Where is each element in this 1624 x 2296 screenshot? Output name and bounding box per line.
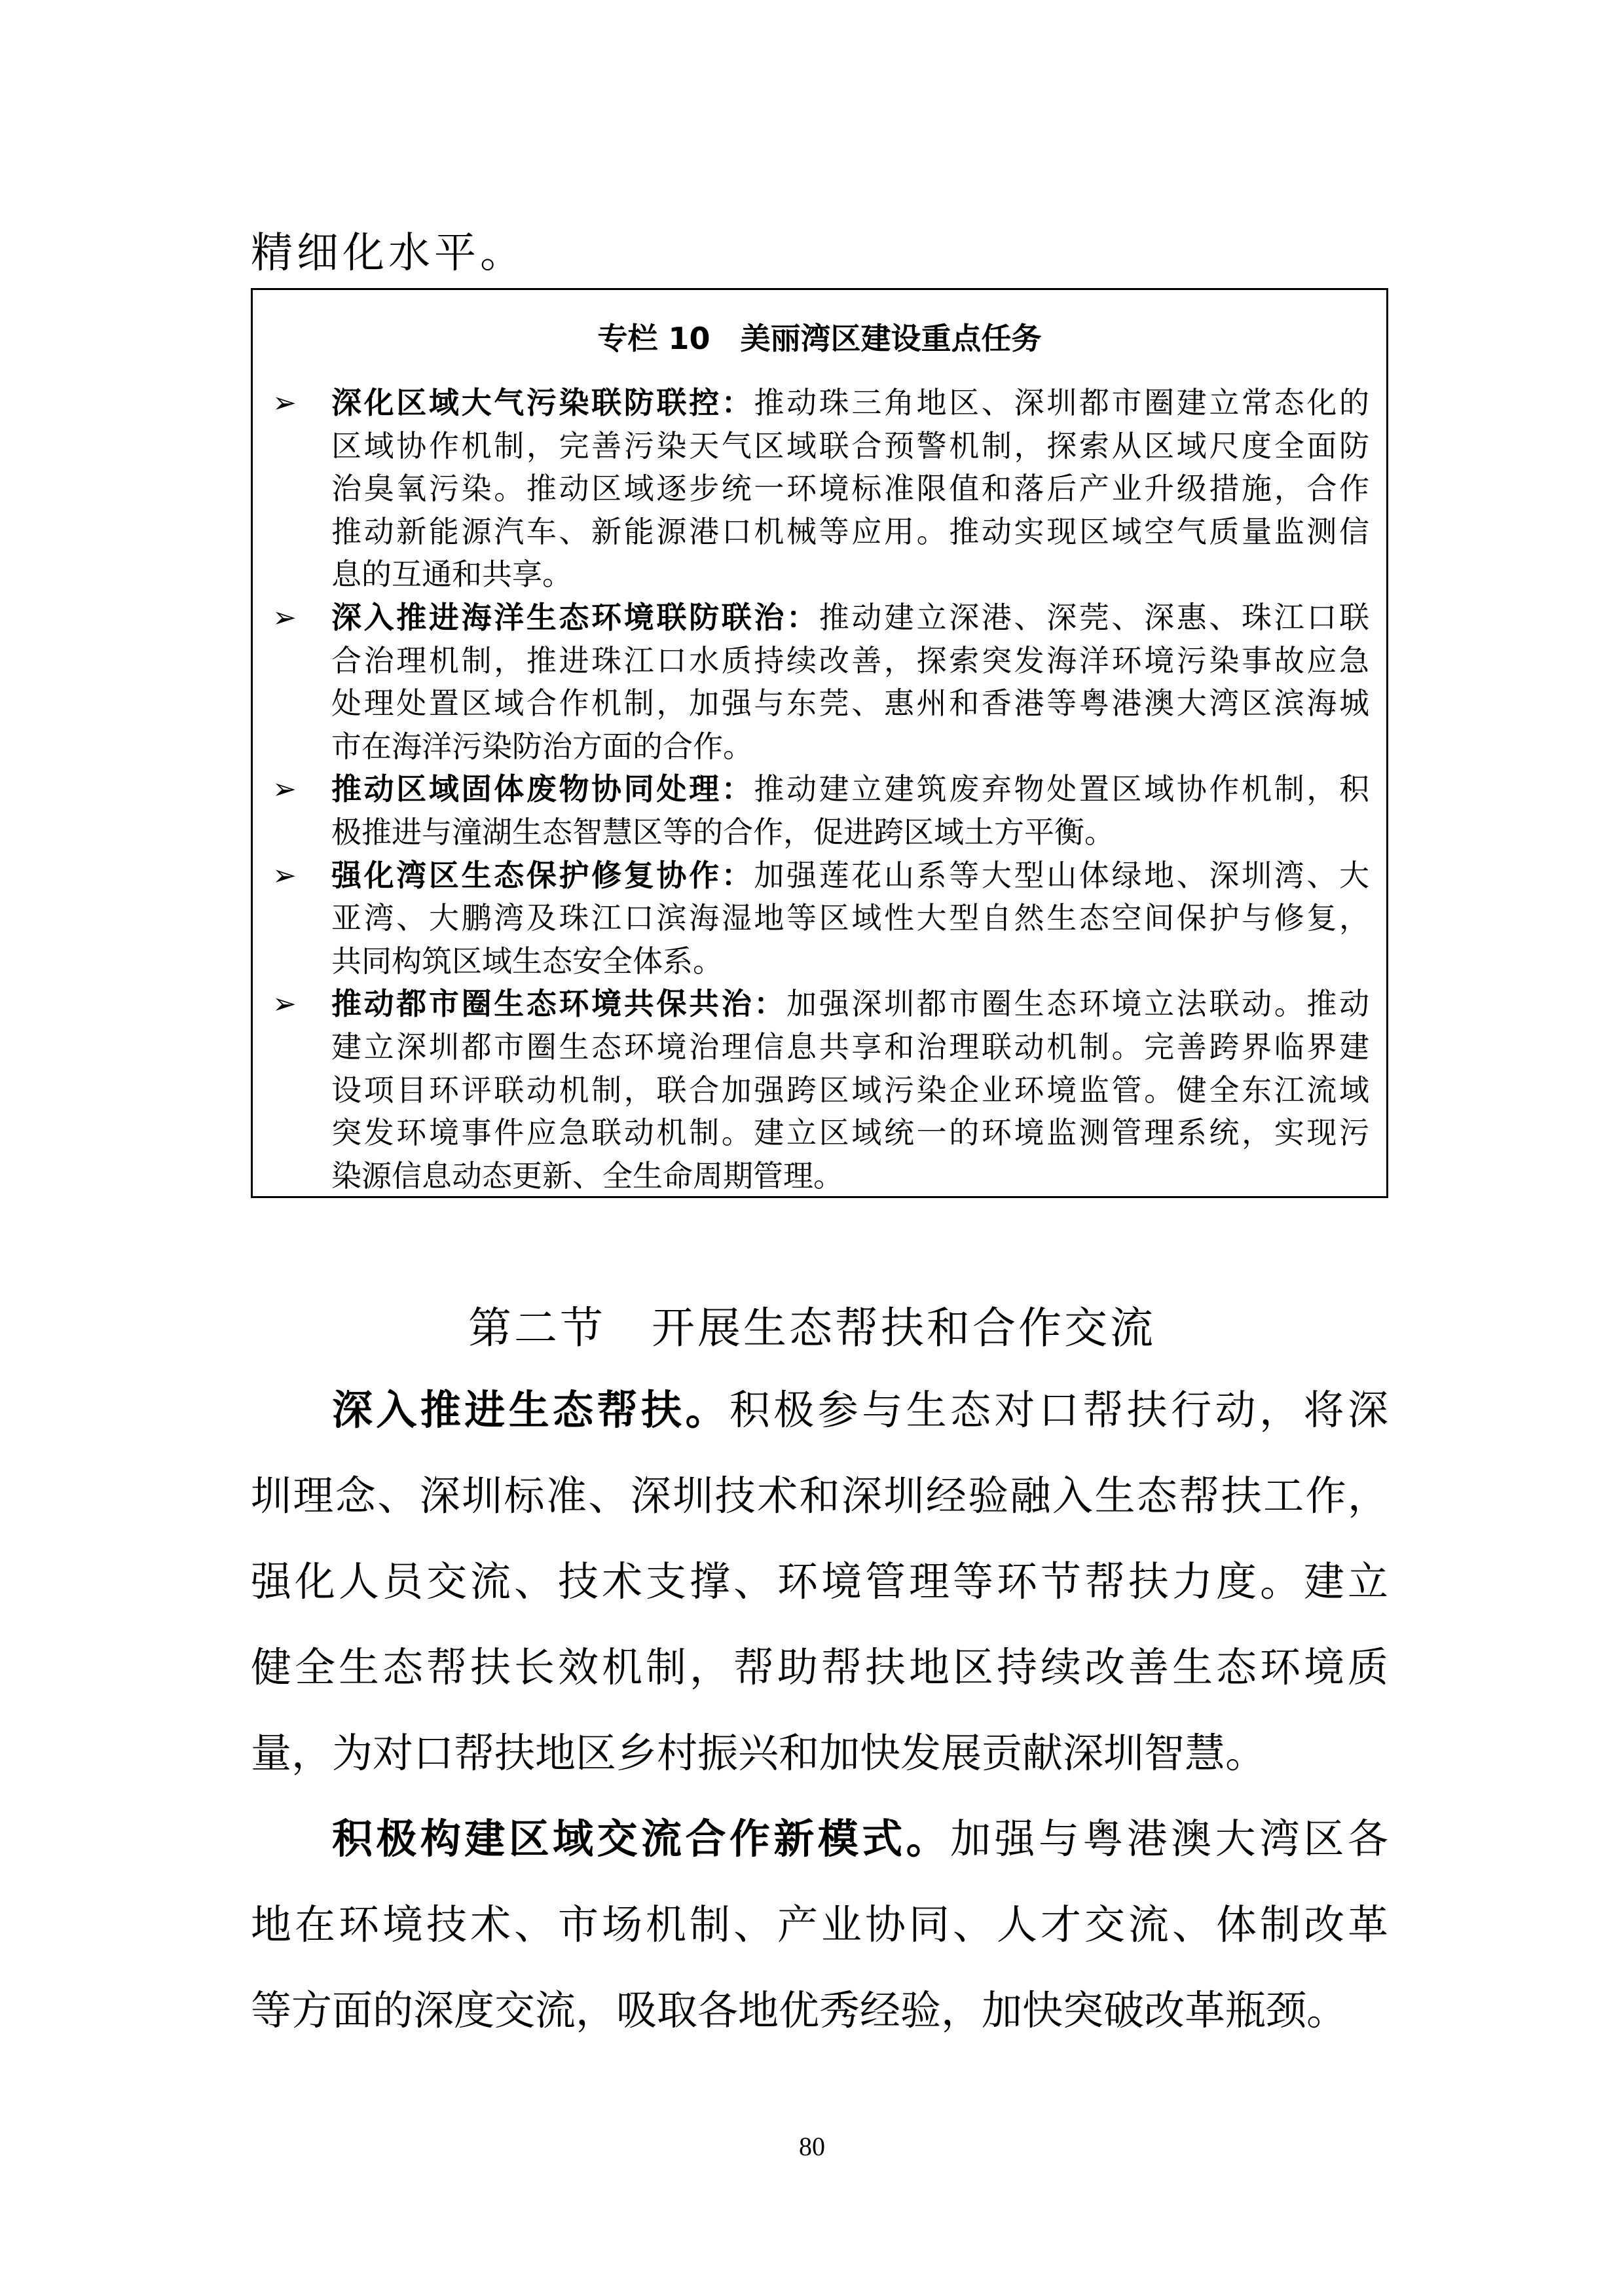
paragraph-line bbox=[251, 1539, 1388, 1624]
box-item-text: 加强莲花山系等大型山体绿地、深圳湾、大 bbox=[754, 857, 1370, 893]
arrow-bullet-icon: ➢ bbox=[272, 773, 297, 807]
box-item bbox=[272, 596, 1369, 768]
arrow-bullet-icon: ➢ bbox=[272, 858, 297, 892]
box-item-text: 推动珠三角地区、深圳都市圈建立常态化的 bbox=[754, 385, 1370, 420]
lead-text: 精细化水平。 bbox=[251, 229, 526, 278]
paragraph-line bbox=[251, 1796, 1388, 1882]
box-item-line bbox=[331, 553, 1369, 596]
box-item-line bbox=[331, 382, 1369, 425]
box-item bbox=[272, 768, 1369, 854]
box-item-text: 推动建立建筑废弃物处置区域协作机制，积 bbox=[754, 771, 1370, 807]
box-item-text: 合治理机制，推进珠江口水质持续改善，探索突发海洋环境污染事故应急 bbox=[331, 642, 1369, 678]
arrow-bullet-icon: ➢ bbox=[272, 386, 297, 420]
box-item-text: 染源信息动态更新、全生命周期管理。 bbox=[331, 1157, 843, 1194]
box-item-title: 深化区域大气污染联防联控： bbox=[331, 385, 754, 420]
box-item-title: 推动都市圈生态环境共保共治： bbox=[331, 986, 787, 1022]
box-item-text: 处理处置区域合作机制，加强与东莞、惠州和香港等粤港澳大湾区滨海城 bbox=[331, 685, 1369, 721]
paragraph-line bbox=[251, 1367, 1388, 1453]
box-item-text: 治臭氧污染。推动区域逐步统一环境标准限值和落后产业升级措施，合作 bbox=[331, 471, 1369, 507]
box-item-line bbox=[331, 725, 1369, 769]
box-item-text: 市在海洋污染防治方面的合作。 bbox=[331, 728, 753, 764]
box-item-text: 共同构筑区域生态安全体系。 bbox=[331, 943, 723, 979]
arrow-bullet-icon: ➢ bbox=[272, 987, 297, 1021]
paragraph-eco-assistance bbox=[251, 1367, 1388, 1796]
box-item-line bbox=[331, 768, 1369, 811]
feature-box bbox=[251, 288, 1388, 1198]
paragraph-text: 圳理念、深圳标准、深圳技术和深圳经验融入生态帮扶工作， bbox=[251, 1472, 1388, 1520]
box-item-title: 深入推进海洋生态环境联防联治： bbox=[331, 599, 819, 635]
paragraph-text: 加强与粤港澳大湾区各 bbox=[950, 1815, 1388, 1863]
paragraph-line bbox=[251, 1882, 1388, 1967]
box-item-line bbox=[331, 811, 1369, 854]
box-item-line bbox=[331, 511, 1369, 554]
box-title: 专栏 10 美丽湾区建设重点任务 bbox=[597, 321, 1042, 356]
paragraph-text: 积极参与生态对口帮扶行动，将深 bbox=[729, 1386, 1388, 1434]
box-item-text: 建立深圳都市圈生态环境治理信息共享和治理联动机制。完善跨界临界建 bbox=[331, 1029, 1369, 1065]
box-item-line bbox=[331, 596, 1369, 640]
box-item-title: 强化湾区生态保护修复协作： bbox=[331, 857, 754, 893]
box-item-text: 亚湾、大鹏湾及珠江口滨海湿地等区域性大型自然生态空间保护与修复， bbox=[331, 900, 1369, 936]
box-item-text: 推动新能源汽车、新能源港口机械等应用。推动实现区域空气质量监测信 bbox=[331, 513, 1369, 549]
box-item-text: 推动建立深港、深莞、深惠、珠江口联 bbox=[819, 599, 1370, 635]
box-items bbox=[272, 382, 1369, 1197]
section-title: 第二节 开展生态帮扶和合作交流 bbox=[468, 1303, 1156, 1353]
page-number: 80 bbox=[799, 2132, 825, 2161]
paragraph-title: 积极构建区域交流合作新模式。 bbox=[332, 1815, 951, 1863]
box-item-line bbox=[331, 640, 1369, 683]
box-item-line bbox=[331, 1026, 1369, 1069]
box-item-text: 极推进与潼湖生态智慧区等的合作，促进跨区域土方平衡。 bbox=[331, 814, 1115, 850]
box-item-line bbox=[331, 1112, 1369, 1155]
box-item-line bbox=[331, 1155, 1369, 1198]
box-item-line bbox=[331, 425, 1369, 468]
paragraph-line bbox=[251, 1710, 1388, 1796]
box-item-text: 息的互通和共享。 bbox=[331, 556, 572, 592]
box-item-text: 区域协作机制，完善污染天气区域联合预警机制，探索从区域尺度全面防 bbox=[331, 428, 1369, 464]
box-item-line bbox=[331, 940, 1369, 983]
box-item-line bbox=[331, 854, 1369, 898]
box-item-line bbox=[331, 467, 1369, 511]
box-item-line bbox=[331, 1069, 1369, 1112]
box-item-text: 突发环境事件应急联动机制。建立区域统一的环境监测管理系统，实现污 bbox=[331, 1115, 1369, 1151]
box-item-line bbox=[331, 897, 1369, 940]
box-item-title: 推动区域固体废物协同处理： bbox=[331, 771, 754, 807]
box-item-text: 加强深圳都市圈生态环境立法联动。推动 bbox=[786, 986, 1370, 1022]
box-item-line bbox=[331, 682, 1369, 725]
box-item bbox=[272, 983, 1369, 1197]
paragraph-line bbox=[251, 1967, 1388, 2053]
box-item-line bbox=[331, 983, 1369, 1026]
paragraph-text: 健全生态帮扶长效机制，帮助帮扶地区持续改善生态环境质 bbox=[251, 1643, 1388, 1691]
paragraph-line bbox=[251, 1453, 1388, 1539]
paragraph-title: 深入推进生态帮扶。 bbox=[332, 1386, 729, 1434]
paragraph-text: 地在环境技术、市场机制、产业协同、人才交流、体制改革 bbox=[251, 1901, 1388, 1948]
paragraph-text: 量，为对口帮扶地区乡村振兴和加快发展贡献深圳智慧。 bbox=[251, 1729, 1266, 1777]
box-item-text: 设项目环评联动机制，联合加强跨区域污染企业环境监管。健全东江流域 bbox=[331, 1072, 1369, 1108]
box-item bbox=[272, 854, 1369, 983]
box-item bbox=[272, 382, 1369, 596]
arrow-bullet-icon: ➢ bbox=[272, 600, 297, 634]
paragraph-text: 强化人员交流、技术支撑、环境管理等环节帮扶力度。建立 bbox=[251, 1558, 1388, 1605]
paragraph-text: 等方面的深度交流，吸取各地优秀经验，加快突破改革瓶颈。 bbox=[251, 1986, 1348, 2034]
paragraph-line bbox=[251, 1624, 1388, 1710]
paragraph-regional-cooperation bbox=[251, 1796, 1388, 2053]
